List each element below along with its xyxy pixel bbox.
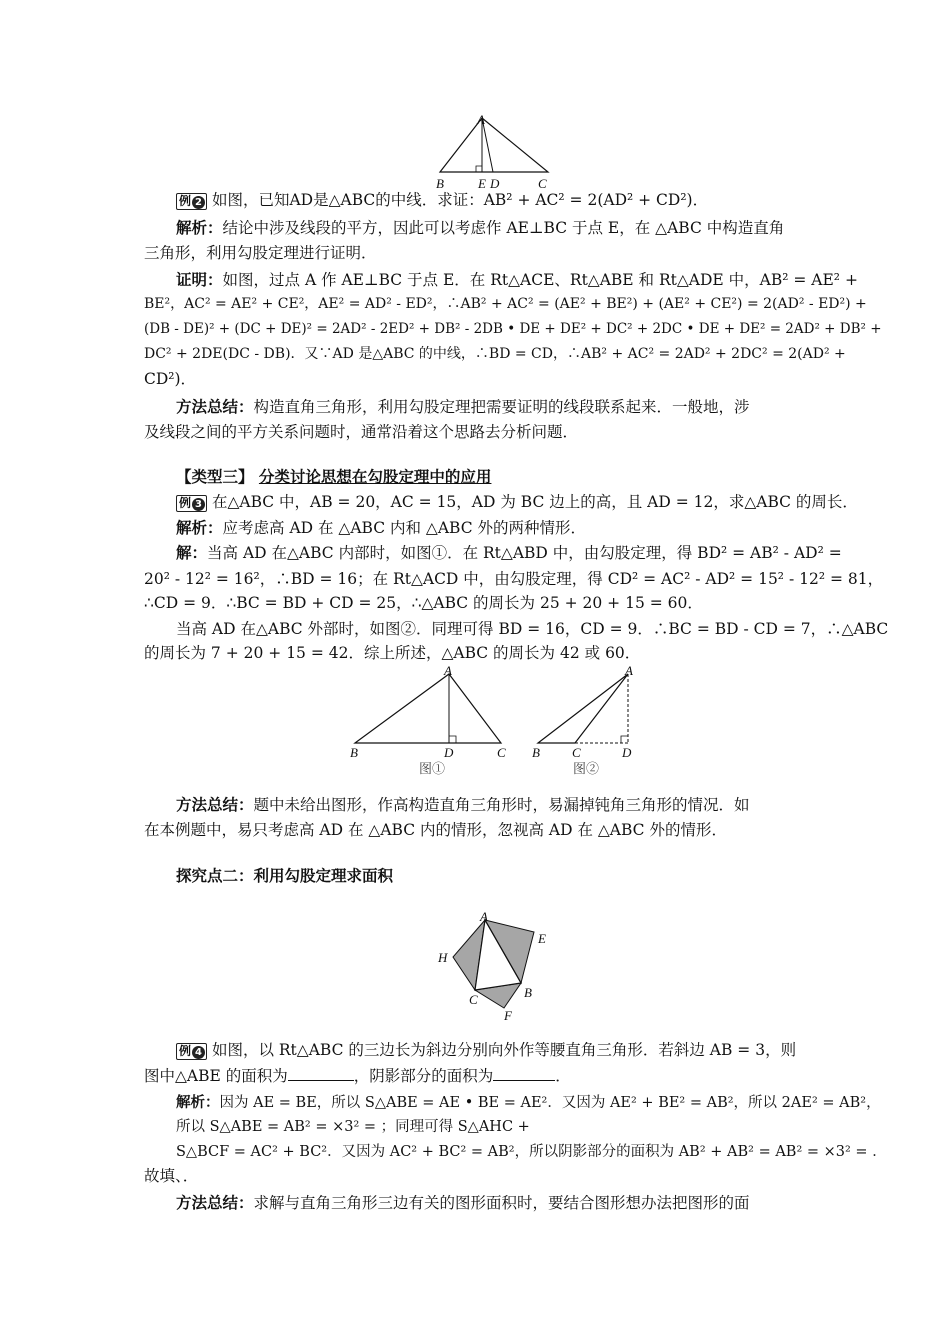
type3-heading: 【类型三】 分类讨论思想在勾股定理中的应用	[176, 468, 492, 486]
figure-isosceles-squares	[430, 905, 560, 1020]
fig-case1-label-a: A	[444, 663, 452, 678]
example4-statement-line1: 例 4 如图，以 Rt△ABC 的三边长为斜边分别向外作等腰直角三角形．若斜边 AB = 3，则	[176, 1040, 796, 1060]
example4-analysis-line1: 解析：因为 AE = BE，所以 S△ABE = AE • BE = AE²．又因为 AE² + BE² = AB²，所以 2AE² = AB²，	[176, 1095, 881, 1111]
example3-solution-line2: 20² - 12² = 16²，∴BD = 16；在 Rt△ACD 中，由勾股定理，得 CD² = AC² - AD² = 15² - 12² = 81，	[144, 570, 884, 588]
fig4-label-e: E	[538, 931, 546, 946]
fig1-label-c: C	[538, 176, 547, 191]
fig-case1-caption: 图①	[419, 762, 446, 777]
example4-analysis-line3: S△BCF = AC² + BC²．又因为 AC² + BC² = AB²，所以阴影部分的面积为 AB² + AB² = AB² = ×3² = ．	[176, 1144, 887, 1160]
example2-proof-line5: CD²)．	[144, 370, 197, 388]
answer-blank-1[interactable]	[288, 1066, 354, 1081]
example4-method-line1: 方法总结：求解与直角三角形三边有关的图形面积时，要结合图形想办法把图形的面	[176, 1194, 750, 1212]
example2-proof-line1: 证明：如图，过点 A 作 AE⊥BC 于点 E．在 Rt△ACE、Rt△ABE 和 Rt△ADE 中，AB² = AE² +	[176, 271, 858, 289]
fig-case2-label-c: C	[572, 745, 581, 760]
example2-analysis-line1: 解析：结论中涉及线段的平方，因此可以考虑作 AE⊥BC 于点 E，在 △ABC 中构造直角	[176, 219, 785, 237]
fig4-label-b: B	[524, 985, 532, 1000]
example3-method-line1: 方法总结：题中未给出图形，作高构造直角三角形时，易漏掉钝角三角形的情况．如	[176, 796, 750, 814]
fig1-label-a: A	[477, 112, 485, 127]
right-angle-mark	[476, 166, 482, 172]
right-angle-mark-1	[449, 736, 456, 743]
example3-solution-line1: 解：当高 AD 在△ABC 内部时，如图①．在 Rt△ABD 中，由勾股定理，得 BD² = AB² - AD² =	[176, 544, 842, 562]
example4-analysis-line4: 故填、．	[144, 1167, 199, 1185]
example4-analysis-line2: 所以 S△ABE = AB² = ×3² = ；同理可得 S△AHC +	[176, 1119, 530, 1135]
fig1-label-d: D	[490, 176, 500, 191]
fig1-label-b: B	[436, 176, 444, 191]
fig4-label-a: A	[480, 909, 488, 924]
fig4-label-h: H	[438, 950, 448, 965]
example4-tag: 例 4	[176, 1043, 207, 1060]
example3-solution-line3: ∴CD = 9．∴BC = BD + CD = 25，∴△ABC 的周长为 25 + 20 + 15 = 60．	[144, 594, 703, 612]
example2-analysis-line2: 三角形，利用勾股定理进行证明．	[144, 244, 377, 262]
fig4-label-f: F	[504, 1008, 512, 1023]
fig-case2-caption: 图②	[573, 762, 600, 777]
example2-proof-line3: (DB - DE)² + (DC + DE)² = 2AD² - 2ED² + DB² - 2DB • DE + DE² + DC² + 2DC • DE + DE² = 2AD² + DB² +	[144, 321, 882, 337]
right-angle-mark-2	[621, 736, 628, 743]
fig-case2-label-b: B	[532, 745, 540, 760]
fig4-label-c: C	[469, 992, 478, 1007]
fig-case2-label-a: A	[625, 663, 633, 678]
example2-method-line1: 方法总结：构造直角三角形，利用勾股定理把需要证明的线段联系起来．一般地，涉	[176, 398, 750, 416]
fig-case1-label-c: C	[497, 745, 506, 760]
figure-case-inside	[345, 660, 515, 755]
triangle-abc	[440, 118, 548, 172]
example3-analysis: 解析：应考虑高 AD 在 △ABC 内和 △ABC 外的两种情形．	[176, 519, 587, 537]
example2-method-line2: 及线段之间的平方关系问题时，通常沿着这个思路去分析问题．	[144, 423, 579, 441]
fig-case1-label-b: B	[350, 745, 358, 760]
example2-statement: 例 2 如图，已知AD是△ABC的中线．求证：AB² + AC² = 2(AD² + CD²)．	[176, 190, 708, 210]
fig1-label-e: E	[478, 176, 486, 191]
fig-case1-label-d: D	[444, 745, 454, 760]
example3-method-line2: 在本例题中，易只考虑高 AD 在 △ABC 内的情形，忽视高 AD 在 △ABC 外的情形．	[144, 821, 727, 839]
example2-proof-line4: DC² + 2DE(DC - DB)．又∵AD 是△ABC 的中线，∴BD = CD，∴AB² + AC² = 2AD² + 2DC² = 2(AD² +	[144, 346, 846, 362]
triangle-outside	[538, 674, 628, 743]
example3-solution-line5: 的周长为 7 + 20 + 15 = 42．综上所述，△ABC 的周长为 42 或 60．	[144, 644, 641, 662]
answer-blank-2[interactable]	[493, 1066, 555, 1081]
example4-statement-line2: 图中△ABE 的面积为 ，阴影部分的面积为 ．	[144, 1067, 571, 1085]
fig-case2-label-d: D	[622, 745, 632, 760]
example3-statement: 例 3 在△ABC 中，AB = 20，AC = 15，AD 为 BC 边上的高，且 AD = 12，求△ABC 的周长．	[176, 492, 858, 512]
exploration-point-2-title: 探究点二：利用勾股定理求面积	[176, 867, 394, 885]
example2-tag: 例 2	[176, 193, 207, 210]
example2-proof-line2: BE²，AC² = AE² + CE²，AE² = AD² - ED²，∴AB² + AC² = (AE² + BE²) + (AE² + CE²) = 2(AD² - ED²) +	[144, 296, 867, 312]
example3-tag: 例 3	[176, 495, 207, 512]
triangle-inside	[355, 674, 501, 743]
figure-case-outside	[528, 660, 638, 755]
example3-solution-line4: 当高 AD 在△ABC 外部时，如图②．同理可得 BD = 16，CD = 9．∴BC = BD - CD = 7，∴△ABC	[176, 620, 889, 638]
